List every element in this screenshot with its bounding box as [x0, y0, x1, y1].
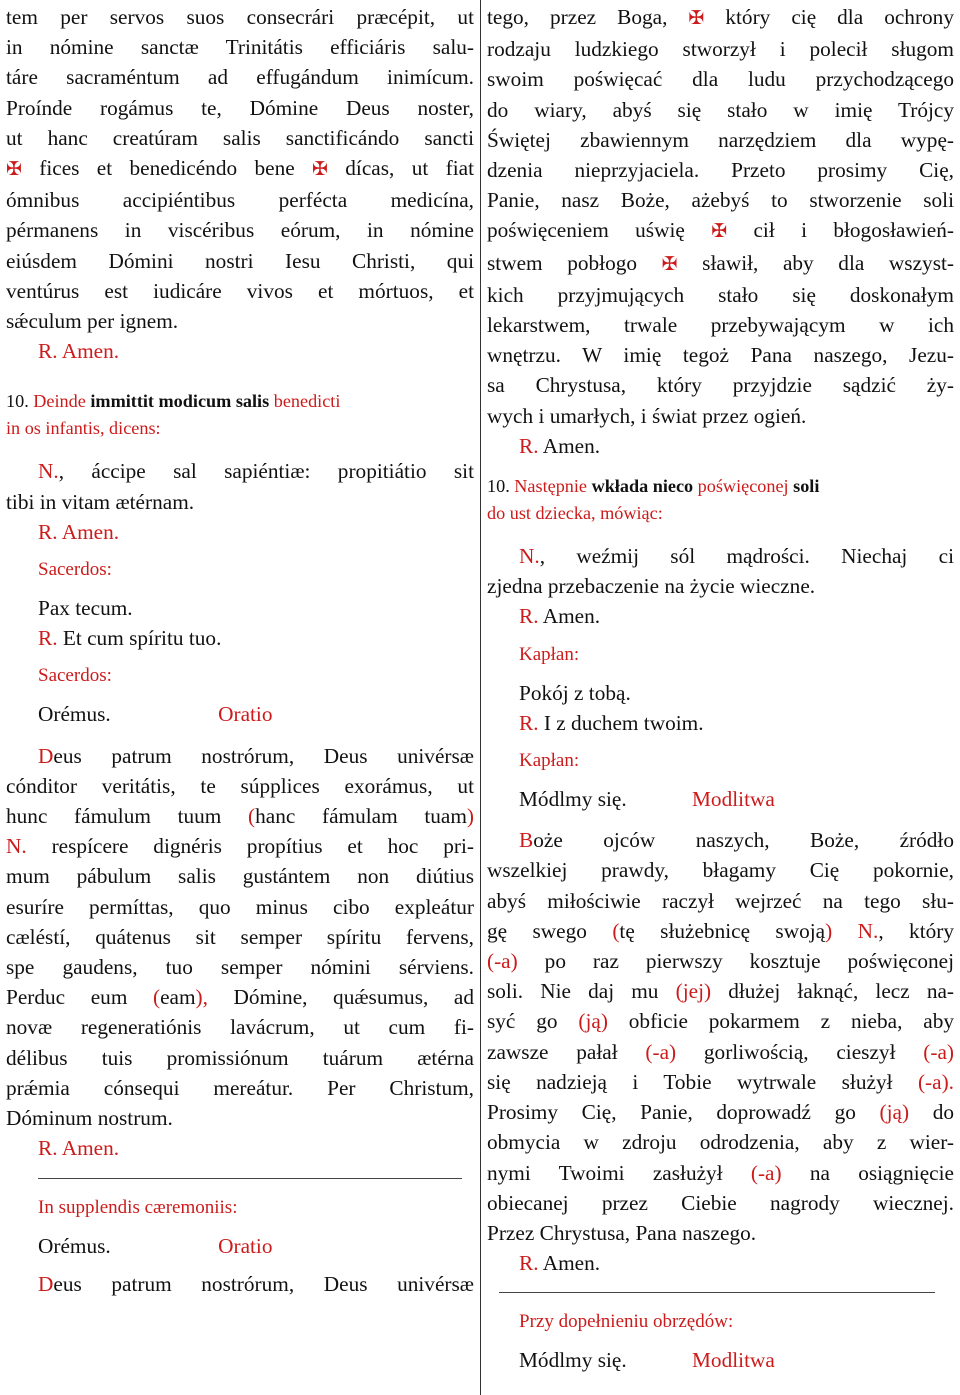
latin-line: pérmanens in viscéribus eórum, in nómine	[6, 218, 474, 243]
latin-line	[6, 153, 474, 185]
name-symbol: N.	[38, 459, 59, 484]
polish-line: kich przyjmujących stało się doskonałym	[487, 282, 954, 307]
response-text: I z duchem twoim.	[543, 710, 704, 735]
polish-column	[487, 2, 954, 1376]
oratio-label: Modlitwa	[692, 1348, 775, 1373]
paren: (	[152, 985, 161, 1010]
rubric-10-cont	[6, 415, 474, 442]
kaplan-label: Kapłan:	[519, 643, 580, 665]
polish-text: na osiągnięcie	[809, 1160, 954, 1185]
response-text: Amen.	[61, 519, 120, 544]
rubric-10	[487, 473, 954, 500]
paren: (-a)	[923, 1039, 954, 1064]
latin-line: Dóminum nostrum.	[6, 1106, 173, 1131]
drop-initial: D	[38, 1271, 54, 1296]
rubric-red: Deinde	[33, 391, 86, 412]
latin-text: eus patrum nostrórum, Deus univérsæ	[53, 743, 474, 768]
response-amen	[6, 336, 474, 366]
latin-text: , áccipe sal sapiéntiæ: propitiátio sit	[58, 459, 474, 484]
polish-text: po raz pierwszy kosztuje poświęconej	[544, 949, 954, 974]
rubric-bold: wkłada nieco	[591, 476, 694, 497]
sacerdos-label: Sacerdos:	[38, 559, 112, 581]
polish-line	[487, 1067, 954, 1097]
response-symbol: R.	[38, 519, 58, 544]
paren: (	[248, 804, 256, 829]
polish-line	[487, 1006, 954, 1036]
latin-line	[6, 741, 474, 771]
dopelnieniu-heading: Przy dopełnieniu obrzędów:	[519, 1311, 734, 1333]
polish-text: który cię dla ochrony	[725, 5, 954, 29]
polish-line: lekarstwem, trwale przebywającym w ich	[487, 313, 954, 338]
section-rule	[499, 1292, 935, 1293]
paren: (-a)	[750, 1160, 782, 1185]
oremus-line	[487, 1345, 954, 1375]
latin-column	[6, 2, 474, 1299]
drop-initial: D	[38, 743, 54, 768]
polish-text: gę swego	[487, 918, 587, 943]
latin-text: eam	[160, 985, 196, 1010]
sacerdos-label: Sacerdos:	[38, 665, 112, 687]
response-text: Amen.	[61, 339, 120, 364]
latin-line: novæ regeneratiónis lavácrum, ut cum fi-	[6, 1015, 474, 1040]
latin-line	[6, 456, 474, 486]
polish-text: soli. Nie daj mu	[487, 979, 659, 1004]
cross-icon: ✠	[312, 159, 328, 181]
paren: )	[466, 804, 474, 829]
oremus-line	[487, 784, 954, 814]
response-symbol: R.	[519, 604, 539, 629]
response-amen	[6, 517, 474, 547]
paren: (-a)	[645, 1039, 677, 1064]
oratio-label: Oratio	[218, 702, 273, 727]
oratio-label: Modlitwa	[692, 787, 775, 812]
polish-line: wych i umarłych, i świat przez ogień.	[487, 403, 807, 428]
latin-line: ut hanc creatúram salis sanctificándo sancti	[6, 125, 474, 150]
drop-initial: B	[519, 828, 534, 853]
oremus-line	[6, 1231, 474, 1261]
latin-text: eus patrum nostrórum, Deus univérsæ	[53, 1271, 474, 1296]
latin-line: spe gaudens, tuo semper nómini sérviens.	[6, 955, 474, 980]
polish-line	[487, 2, 954, 34]
latin-line: tibi in vitam ætérnam.	[6, 489, 195, 514]
polish-text: syć go	[487, 1009, 558, 1034]
polish-text: stwem pobłogo	[487, 250, 638, 275]
polish-text: się nadzieją i Tobie wytrwale służył	[487, 1069, 893, 1094]
name-symbol: N.	[857, 918, 879, 943]
oremus-text: Orémus.	[38, 702, 111, 727]
paren: (jej)	[675, 979, 712, 1004]
latin-text: hunc fámulum tuum	[6, 804, 222, 829]
cross-icon: ✠	[688, 8, 705, 29]
polish-text: oże ojców naszych, Boże, źródło	[533, 828, 954, 853]
cross-icon: ✠	[661, 253, 678, 275]
response-line	[6, 623, 474, 653]
latin-line: esuríre permíttas, quo minus cibo expleátur	[6, 894, 474, 919]
latin-text: fices et benedicéndo bene	[39, 156, 295, 181]
latin-text: Perduc eum	[6, 985, 128, 1010]
polish-line: sa Chrystusa, który przyjdzie sądzić ży-	[487, 373, 954, 398]
rubric-red: do ust dziecka, mówiąc:	[487, 502, 663, 523]
response-symbol: R.	[519, 433, 539, 458]
polish-line: abyś miłościwie raczył wejrzeć na tego słu-	[487, 888, 954, 913]
response-symbol: R.	[519, 1251, 539, 1276]
latin-line: in nómine sanctæ Trinitátis efficiáris salu-	[6, 35, 474, 60]
oremus-line	[6, 699, 474, 729]
polish-line: obmycia w zdroju odrodzenia, aby z wier-	[487, 1130, 954, 1155]
latin-line: ómnibus accipiéntibus perfécta medicína,	[6, 188, 474, 213]
polish-text: , weźmij sól mądrości. Niechaj ci	[539, 544, 954, 569]
latin-text: hanc fámulam tuam	[255, 804, 467, 829]
latin-line	[6, 801, 474, 831]
latin-text: dícas, ut fiat	[345, 156, 474, 181]
oremus-text: Orémus.	[38, 1233, 111, 1258]
polish-text: cił i błogosławień-	[753, 218, 955, 243]
rubric-bold: soli	[793, 476, 820, 497]
polish-text: obficie pokarmem z nieba, aby	[628, 1009, 954, 1034]
polish-line	[487, 248, 954, 280]
section-number: 10.	[6, 391, 29, 412]
polish-line	[487, 825, 954, 855]
rubric-10	[6, 388, 474, 415]
cross-icon: ✠	[6, 159, 22, 181]
polish-text: sławił, aby dla wszyst-	[702, 250, 954, 275]
polish-text: Prosimy Cię, Panie, doprowadź go	[487, 1100, 856, 1125]
polish-line	[487, 1158, 954, 1188]
rubric-red: Następnie	[514, 476, 588, 497]
response-amen	[487, 1248, 954, 1278]
kaplan-label: Kapłan:	[519, 750, 580, 772]
polish-line	[487, 215, 954, 247]
latin-line: tem per servos suos consecrári præcépit, ut	[6, 5, 474, 29]
oremus-text: Módlmy się.	[519, 787, 627, 812]
pax-line: Pax tecum.	[38, 596, 133, 621]
polish-line: wszelkiej prawdy, błagamy Cię pokornie,	[487, 858, 954, 883]
response-line	[487, 708, 954, 738]
polish-text: tego, przez Boga,	[487, 5, 668, 29]
latin-text: respícere dignéris propítius et hoc pri-	[51, 834, 474, 859]
polish-line: rodzaju ludzkiego stworzył i polecił sługom	[487, 37, 954, 62]
response-text: Amen.	[61, 1136, 120, 1161]
paren: (-a).	[917, 1069, 954, 1094]
response-text: Amen.	[542, 604, 601, 629]
cross-icon: ✠	[711, 221, 728, 243]
paren: (-a)	[487, 949, 518, 974]
polish-text: do	[932, 1100, 955, 1125]
polish-line	[487, 541, 954, 571]
latin-line: Proínde rogámus te, Dómine Deus noster,	[6, 95, 474, 120]
oratio-label: Oratio	[218, 1233, 273, 1258]
oremus-text: Módlmy się.	[519, 1348, 627, 1373]
latin-line: prǽmia cónsequi mereátur. Per Christum,	[6, 1075, 474, 1100]
polish-line	[487, 1037, 954, 1067]
response-amen	[6, 1133, 474, 1163]
name-symbol: N.	[519, 544, 540, 569]
polish-line: zjedna przebaczenie na życie wieczne.	[487, 574, 816, 599]
latin-line: cónditor veritátis, te súpplices exorámus, ut	[6, 773, 474, 798]
response-symbol: R.	[519, 710, 539, 735]
polish-line: Świętej zbawiennym narzędziem dla wypę-	[487, 127, 954, 152]
paren: ),	[195, 985, 208, 1010]
latin-text: Dómine, quǽsumus, ad	[233, 985, 474, 1010]
polish-text: , który	[878, 918, 954, 943]
polish-line	[487, 976, 954, 1006]
polish-line: dzenia nieprzyjaciela. Przeto prosimy Cię,	[487, 158, 954, 183]
polish-text: poświęceniem uświę	[487, 218, 685, 243]
polish-text: tę służebnicę swoją	[619, 918, 826, 943]
polish-line	[487, 916, 954, 946]
response-symbol: R.	[38, 626, 58, 651]
latin-line: táre sacraméntum ad effugándum inimícum.	[6, 65, 474, 90]
latin-line: délibus tuis promissiónum tuárum ætérna	[6, 1045, 474, 1070]
latin-line	[6, 831, 474, 861]
response-symbol: R.	[38, 339, 58, 364]
latin-line	[6, 1269, 474, 1299]
latin-line: eiúsdem Dómini nostri Iesu Christi, qui	[6, 248, 474, 273]
rubric-red: in os infantis, dicens:	[6, 417, 161, 438]
response-text: Amen.	[542, 1251, 601, 1276]
latin-line: sǽculum per ignem.	[6, 309, 179, 334]
polish-text: zawsze pałał	[487, 1039, 618, 1064]
polish-text: nymi Twoimi zasłużył	[487, 1160, 723, 1185]
paren: (ją)	[578, 1009, 608, 1034]
response-text: Amen.	[542, 433, 601, 458]
polish-line: swoim poświęcać dla ludu przychodzącego	[487, 67, 954, 92]
response-symbol: R.	[38, 1136, 58, 1161]
rubric-10-cont	[487, 500, 954, 527]
paren: (ją)	[879, 1100, 910, 1125]
paren: (	[612, 918, 620, 943]
response-amen	[487, 601, 954, 631]
response-text: Et cum spíritu tuo.	[62, 626, 222, 651]
name-symbol: N.	[6, 834, 27, 859]
latin-line: cæléstí, quátenus sit semper spíritu fervens,	[6, 924, 474, 949]
polish-line: Panie, nasz Boże, ażebyś to stworzenie soli	[487, 188, 954, 213]
latin-line	[6, 982, 474, 1012]
rubric-red: poświęconej	[697, 476, 789, 497]
polish-text: gorliwością, cieszył	[703, 1039, 896, 1064]
pax-line: Pokój z tobą.	[519, 680, 631, 705]
response-amen	[487, 431, 954, 461]
latin-line: mum pábulum salis gustántem non diútius	[6, 864, 474, 889]
rubric-red: benedicti	[273, 391, 341, 412]
polish-text: dłużej łaknąć, lecz na-	[728, 979, 955, 1004]
section-rule	[38, 1178, 462, 1179]
polish-line: Przez Chrystusa, Pana naszego.	[487, 1220, 757, 1245]
polish-line: wnętrzu. W imię tegoż Pana naszego, Jezu-	[487, 343, 954, 368]
section-number: 10.	[487, 476, 510, 497]
polish-line: do wiary, abyś się stało w imię Trójcy	[487, 97, 954, 122]
polish-line: obiecanej przez Ciebie nagrody wiecznej.	[487, 1190, 954, 1215]
latin-line: ventúrus est iudicáre vivos et mórtuos, et	[6, 278, 474, 303]
polish-line	[487, 946, 954, 976]
paren: )	[825, 918, 833, 943]
polish-line	[487, 1097, 954, 1127]
column-divider	[480, 0, 481, 1395]
rubric-bold: immittit modicum salis	[90, 391, 270, 412]
supplendis-heading: In supplendis cæremoniis:	[38, 1196, 238, 1218]
